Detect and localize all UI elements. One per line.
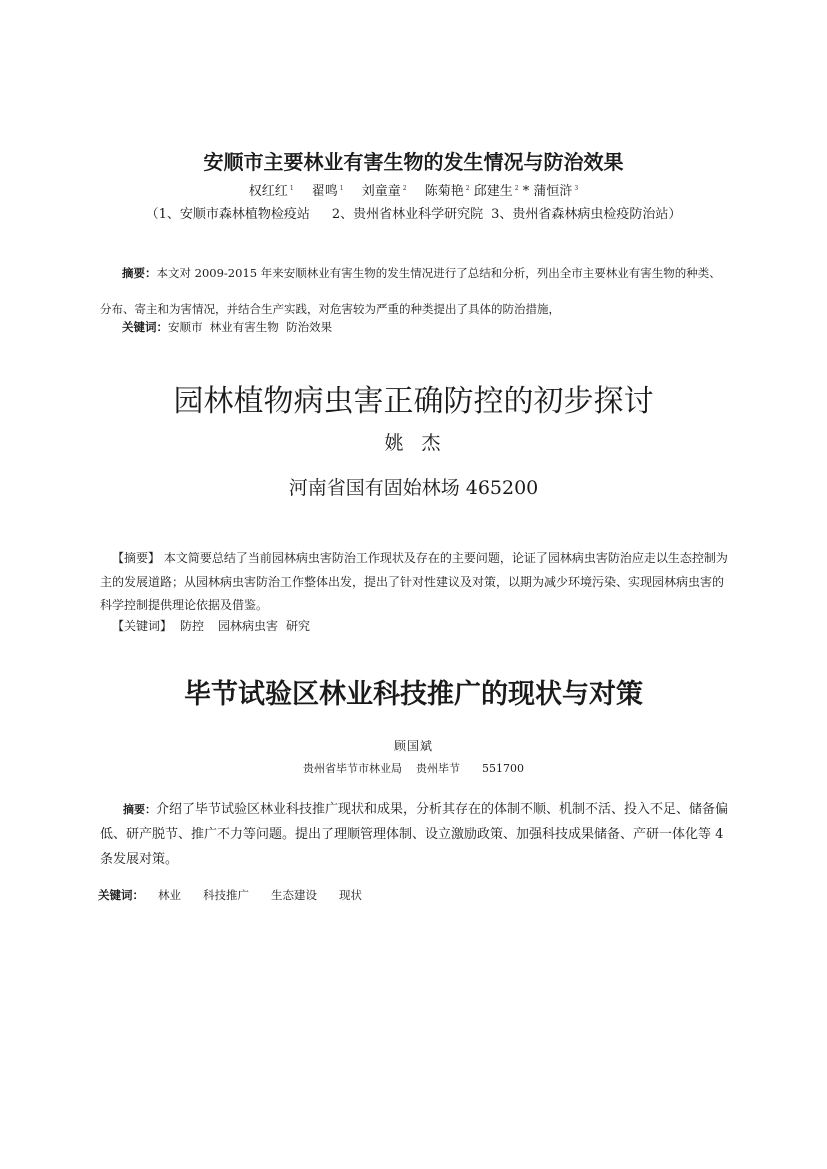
author-sup: 2: [402, 184, 407, 192]
abstract-label: 摘要：: [123, 803, 156, 816]
author-name: 刘童童: [361, 184, 401, 199]
article2-abstract: [100, 547, 730, 618]
article2-author: 姚 杰: [384, 432, 443, 454]
affil-open: （: [145, 207, 159, 222]
keyword: 林业: [158, 888, 181, 902]
author-sup: 1: [339, 184, 344, 192]
keyword: 研究: [286, 619, 311, 633]
author-name: 翟鸣: [311, 184, 338, 199]
article2-keywords: [112, 617, 310, 634]
keyword: 科技推广: [203, 888, 249, 902]
keyword: 防控: [180, 619, 205, 633]
author-name: 陈菊艳: [424, 184, 464, 199]
article3-author: 顾国斌: [393, 739, 433, 753]
article1-abstract: [100, 255, 730, 327]
article3-affiliation: [0, 760, 827, 776]
affil-1: 1、安顺市森林植物检疫站: [158, 207, 310, 222]
author-sup: 2: [514, 184, 519, 192]
article1-authors: [0, 180, 827, 199]
article1-affiliations: [0, 203, 827, 222]
affil-org: 贵州省毕节市林业局: [303, 762, 402, 775]
abstract-label: 【摘要】: [112, 551, 161, 565]
keywords-label: 【关键词】: [112, 619, 173, 633]
keyword: 生态建设: [271, 888, 317, 902]
affil-zip: 551700: [482, 762, 524, 775]
article3-abstract: [100, 797, 730, 872]
abstract-text: 本文简要总结了当前园林病虫害防治工作现状及存在的主要问题，论证了园林病虫害防治应走以生态控制为主的发展道路；从园林病虫害防治工作整体出发，提出了针对性建议及对策，以期为减少环境污染、实现园林病虫害的科学控制提供理论依据及借鉴。: [100, 551, 728, 612]
affil-close: ）: [668, 207, 682, 222]
affil-2: 2、贵州省林业科学研究院: [331, 207, 484, 222]
author-name: 权红红: [248, 184, 288, 199]
keywords-label: 关键词：: [98, 888, 144, 902]
author-sup: 2: [465, 184, 470, 192]
article1-keywords: [122, 319, 332, 335]
keyword: 现状: [339, 888, 362, 902]
author-sup: 1: [289, 184, 294, 192]
abstract-text: 介绍了毕节试验区林业科技推广现状和成果，分析其存在的体制不顺、机制不活、投入不足、储备偏低、研产脱节、推广不力等问题。提出了理顺管理体制、设立激励政策、加强科技成果储备、产研一体化等 4 条发展对策。: [100, 802, 729, 867]
abstract-text: 本文对 2009-2015 年来安顺林业有害生物的发生情况进行了总结和分析，列出全市主要林业有害生物的种类、分布、寄主和为害情况，并结合生产实践，对危害较为严重的种类提出了具体的防治措施，: [100, 266, 721, 316]
affil-city: 贵州毕节: [416, 762, 460, 775]
article2-affiliation: 河南省国有固始林场 465200: [288, 477, 539, 499]
keyword: 园林病虫害: [218, 619, 279, 633]
article2-title: 园林植物病虫害正确防控的初步探讨: [173, 384, 654, 419]
article1-title: 安顺市主要林业有害生物的发生情况与防治效果: [203, 150, 624, 174]
keywords-label: 关键词：: [122, 320, 168, 334]
article3-keywords: [98, 887, 362, 903]
affil-3: 3、贵州省森林病虫检疫防治站: [491, 207, 669, 222]
keywords-text: 安顺市 林业有害生物 防治效果: [168, 320, 333, 334]
article3-title: 毕节试验区林业科技推广的现状与对策: [184, 679, 643, 710]
abstract-label: 摘要：: [122, 266, 157, 280]
author-sup: 3: [574, 184, 579, 192]
author-name: 邱建生: [473, 184, 513, 199]
author-name: * 蒲恒浒: [522, 184, 573, 199]
